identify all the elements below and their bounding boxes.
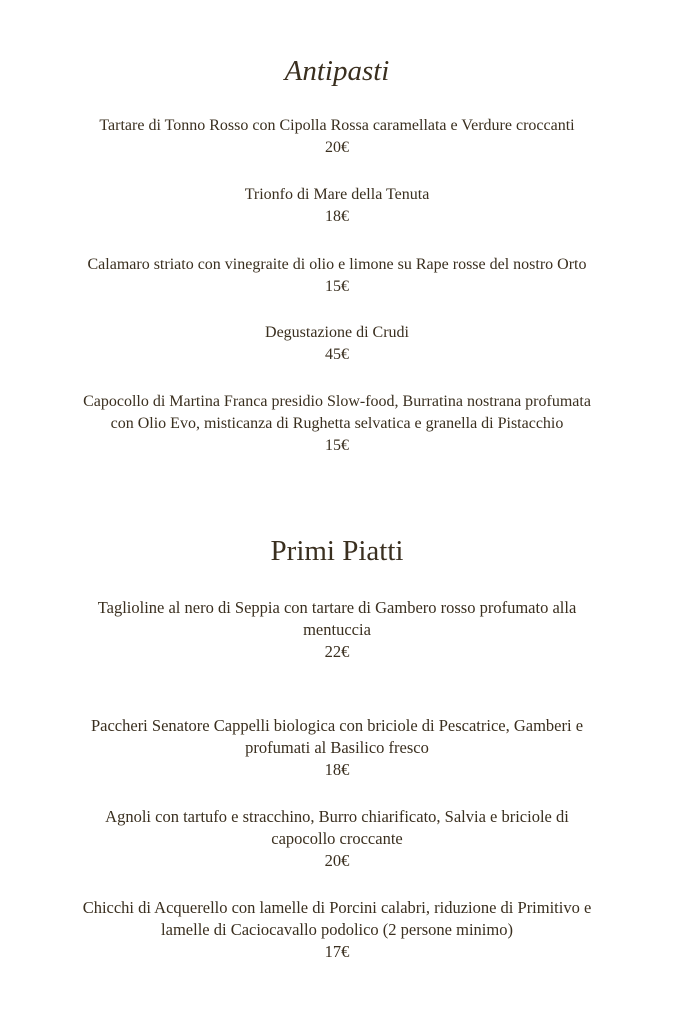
item-description: con Olio Evo, misticanza di Rughetta selvatica e granella di Pistacchio bbox=[110, 415, 564, 432]
item-description: Agnoli con tartufo e stracchino, Burro chiarificato, Salvia e briciole di bbox=[105, 807, 569, 826]
item-description: Calamaro striato con vinegraite di olio e limone su Rape rosse del nostro Orto bbox=[87, 256, 587, 273]
item-description: Chicchi di Acquerello con lamelle di Porcini calabri, riduzione di Primitivo e bbox=[82, 898, 592, 917]
item-description: Degustazione di Crudi bbox=[265, 324, 409, 341]
item-description: Taglioline al nero di Seppia con tartare di Gambero rosso profumato alla bbox=[97, 598, 577, 617]
item-description: mentuccia bbox=[303, 620, 371, 639]
item-price: 45€ bbox=[325, 346, 349, 363]
menu-item bbox=[20, 184, 654, 228]
menu-item bbox=[20, 322, 654, 366]
item-description: capocollo croccante bbox=[271, 829, 403, 848]
section-title-antipasti: Antipasti bbox=[284, 55, 390, 87]
item-description: Paccheri Senatore Cappelli biologica con briciole di Pescatrice, Gamberi e bbox=[90, 716, 584, 735]
menu-item bbox=[20, 806, 654, 872]
item-price: 17€ bbox=[324, 942, 350, 961]
item-description: Capocollo di Martina Franca presidio Slow-food, Burratina nostrana profumata bbox=[83, 393, 591, 410]
menu-item bbox=[20, 597, 654, 663]
item-price: 15€ bbox=[325, 437, 349, 454]
section-title-primi-piatti: Primi Piatti bbox=[270, 535, 404, 567]
item-description: Tartare di Tonno Rosso con Cipolla Rossa caramellata e Verdure croccanti bbox=[99, 117, 575, 134]
menu-item bbox=[20, 715, 654, 781]
menu-item bbox=[20, 391, 654, 457]
menu-item bbox=[20, 897, 654, 963]
item-price: 22€ bbox=[324, 642, 350, 661]
item-description: profumati al Basilico fresco bbox=[245, 738, 429, 757]
menu-item bbox=[20, 115, 654, 159]
item-price: 20€ bbox=[325, 139, 349, 156]
item-price: 18€ bbox=[325, 208, 349, 225]
item-price: 18€ bbox=[324, 760, 350, 779]
item-description: lamelle di Caciocavallo podolico (2 persone minimo) bbox=[161, 920, 513, 939]
item-price: 15€ bbox=[325, 278, 349, 295]
item-price: 20€ bbox=[324, 851, 350, 870]
item-description: Trionfo di Mare della Tenuta bbox=[244, 186, 430, 203]
menu-item bbox=[20, 254, 654, 298]
